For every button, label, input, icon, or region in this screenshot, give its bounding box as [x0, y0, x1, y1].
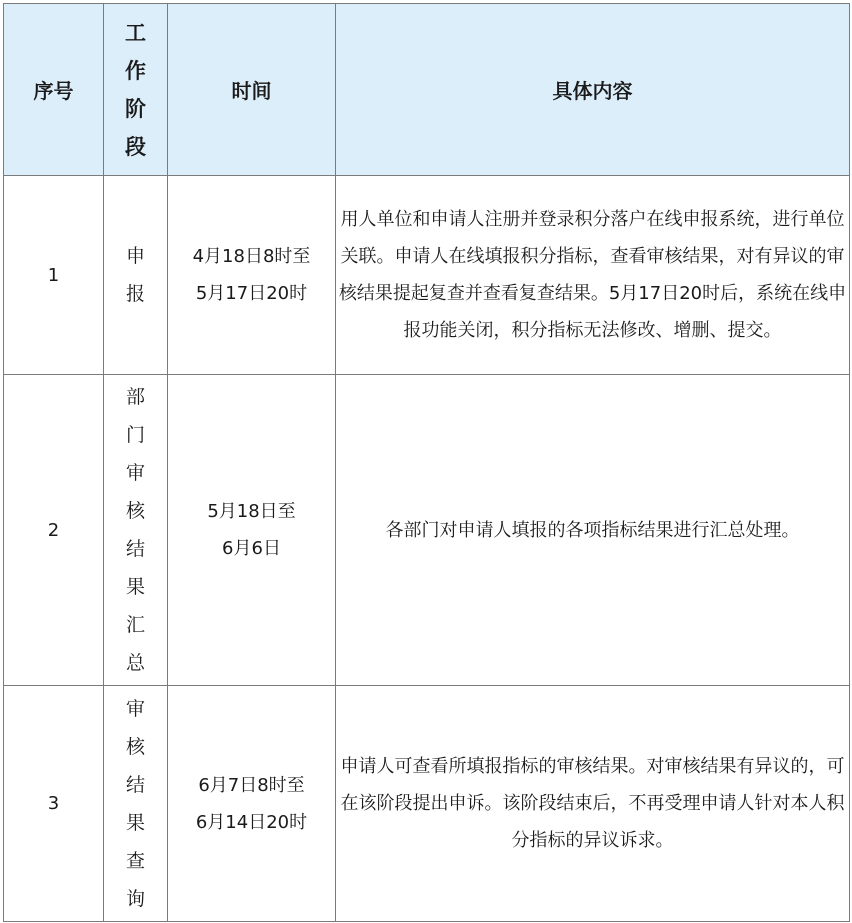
table-row [4, 375, 850, 686]
row-stage: 申报 [104, 176, 168, 375]
header-content: 具体内容 [336, 4, 850, 176]
row-stage: 部门审核结果汇总 [104, 375, 168, 686]
header-no: 序号 [4, 4, 104, 176]
row-time: 5月18日至 6月6日 [168, 375, 336, 686]
row-content: 申请人可查看所填报指标的审核结果。对审核结果有异议的，可在该阶段提出申诉。该阶段结束后，不再受理申请人针对本人积分指标的异议诉求。 [336, 686, 850, 922]
header-time: 时间 [168, 4, 336, 176]
table-row [4, 176, 850, 375]
row-no: 3 [4, 686, 104, 922]
table-row [4, 686, 850, 922]
row-stage: 审核结果查询 [104, 686, 168, 922]
row-time: 6月7日8时至 6月14日20时 [168, 686, 336, 922]
header-stage: 工作阶段 [104, 4, 168, 176]
row-content: 各部门对申请人填报的各项指标结果进行汇总处理。 [336, 375, 850, 686]
row-no: 2 [4, 375, 104, 686]
table-header-row [4, 4, 850, 176]
row-no: 1 [4, 176, 104, 375]
schedule-table [3, 3, 850, 922]
row-content: 用人单位和申请人注册并登录积分落户在线申报系统，进行单位关联。申请人在线填报积分指标，查看审核结果，对有异议的审核结果提起复查并查看复查结果。5月17日20时后，系统在线申报功能关闭，积分指标无法修改、增删、提交。 [336, 176, 850, 375]
row-time: 4月18日8时至 5月17日20时 [168, 176, 336, 375]
